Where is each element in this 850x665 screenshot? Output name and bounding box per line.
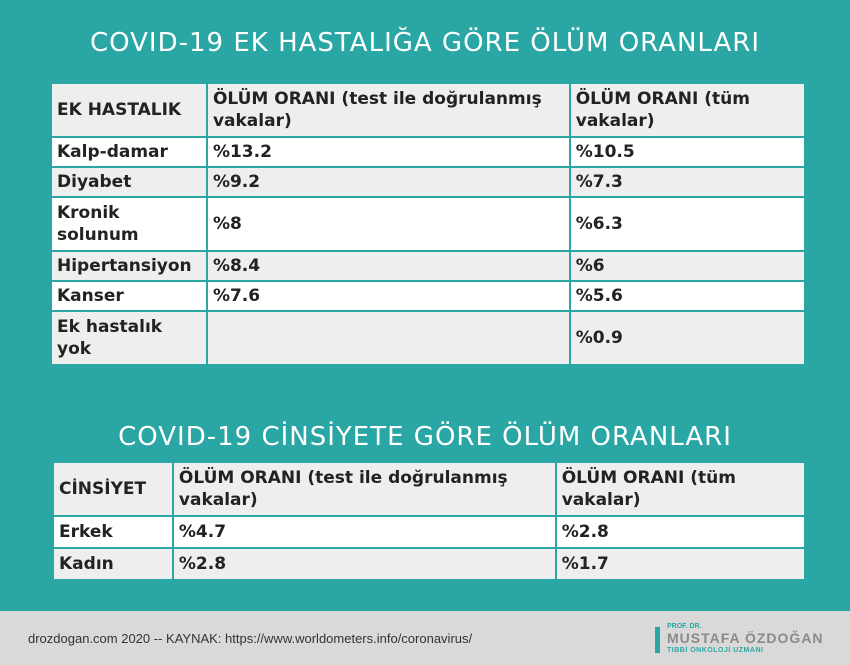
table-cell: Kronik solunum xyxy=(51,197,207,251)
table-header-row xyxy=(53,462,805,516)
footer-bar xyxy=(0,611,850,665)
table-cell: Hipertansiyon xyxy=(51,251,207,281)
table-cell: %6 xyxy=(570,251,805,281)
table-cell xyxy=(207,311,570,365)
gender-table-title: COVID-19 CİNSİYETE GÖRE ÖLÜM ORANLARI xyxy=(118,422,732,452)
table-cell: %2.8 xyxy=(556,516,805,548)
table-cell: Diyabet xyxy=(51,167,207,197)
brand-prefix: PROF. DR. xyxy=(667,623,702,630)
table-cell: Ek hastalık yok xyxy=(51,311,207,365)
header-cell: EK HASTALIK xyxy=(51,83,207,137)
table-row xyxy=(51,311,805,365)
source-text: drozdogan.com 2020 -- KAYNAK: https://www.worldometers.info/coronavirus/ xyxy=(28,631,473,646)
table-row xyxy=(51,251,805,281)
table-row xyxy=(53,516,805,548)
header-cell: CİNSİYET xyxy=(53,462,173,516)
comorbidity-table-title: COVID-19 EK HASTALIĞA GÖRE ÖLÜM ORANLARI xyxy=(89,28,761,58)
table-cell: Kalp-damar xyxy=(51,137,207,167)
table-cell: %0.9 xyxy=(570,311,805,365)
table-cell: %5.6 xyxy=(570,281,805,311)
header-cell: ÖLÜM ORANI (test ile doğrulanmış vakalar) xyxy=(207,83,570,137)
table-row xyxy=(51,167,805,197)
brand-mark-icon xyxy=(655,627,660,653)
table-cell: %10.5 xyxy=(570,137,805,167)
table-row xyxy=(51,137,805,167)
header-cell: ÖLÜM ORANI (tüm vakalar) xyxy=(556,462,805,516)
table-cell: %6.3 xyxy=(570,197,805,251)
brand-subtitle: TIBBİ ONKOLOJİ UZMANI xyxy=(667,647,764,654)
table-row xyxy=(53,548,805,580)
table-cell: %1.7 xyxy=(556,548,805,580)
table-row xyxy=(51,281,805,311)
table-cell: %7.3 xyxy=(570,167,805,197)
table-cell: Kadın xyxy=(53,548,173,580)
table-cell: %2.8 xyxy=(173,548,556,580)
table-cell: %7.6 xyxy=(207,281,570,311)
table-cell: %8 xyxy=(207,197,570,251)
header-cell: ÖLÜM ORANI (tüm vakalar) xyxy=(570,83,805,137)
gender-table xyxy=(52,461,806,581)
table-cell: %13.2 xyxy=(207,137,570,167)
comorbidity-table xyxy=(50,82,806,366)
table-cell: %9.2 xyxy=(207,167,570,197)
table-cell: %4.7 xyxy=(173,516,556,548)
table-row xyxy=(51,197,805,251)
header-cell: ÖLÜM ORANI (test ile doğrulanmış vakalar) xyxy=(173,462,556,516)
table-header-row xyxy=(51,83,805,137)
table-cell: Kanser xyxy=(51,281,207,311)
table-cell: %8.4 xyxy=(207,251,570,281)
brand-name: MUSTAFA ÖZDOĞAN xyxy=(667,630,824,646)
table-cell: Erkek xyxy=(53,516,173,548)
